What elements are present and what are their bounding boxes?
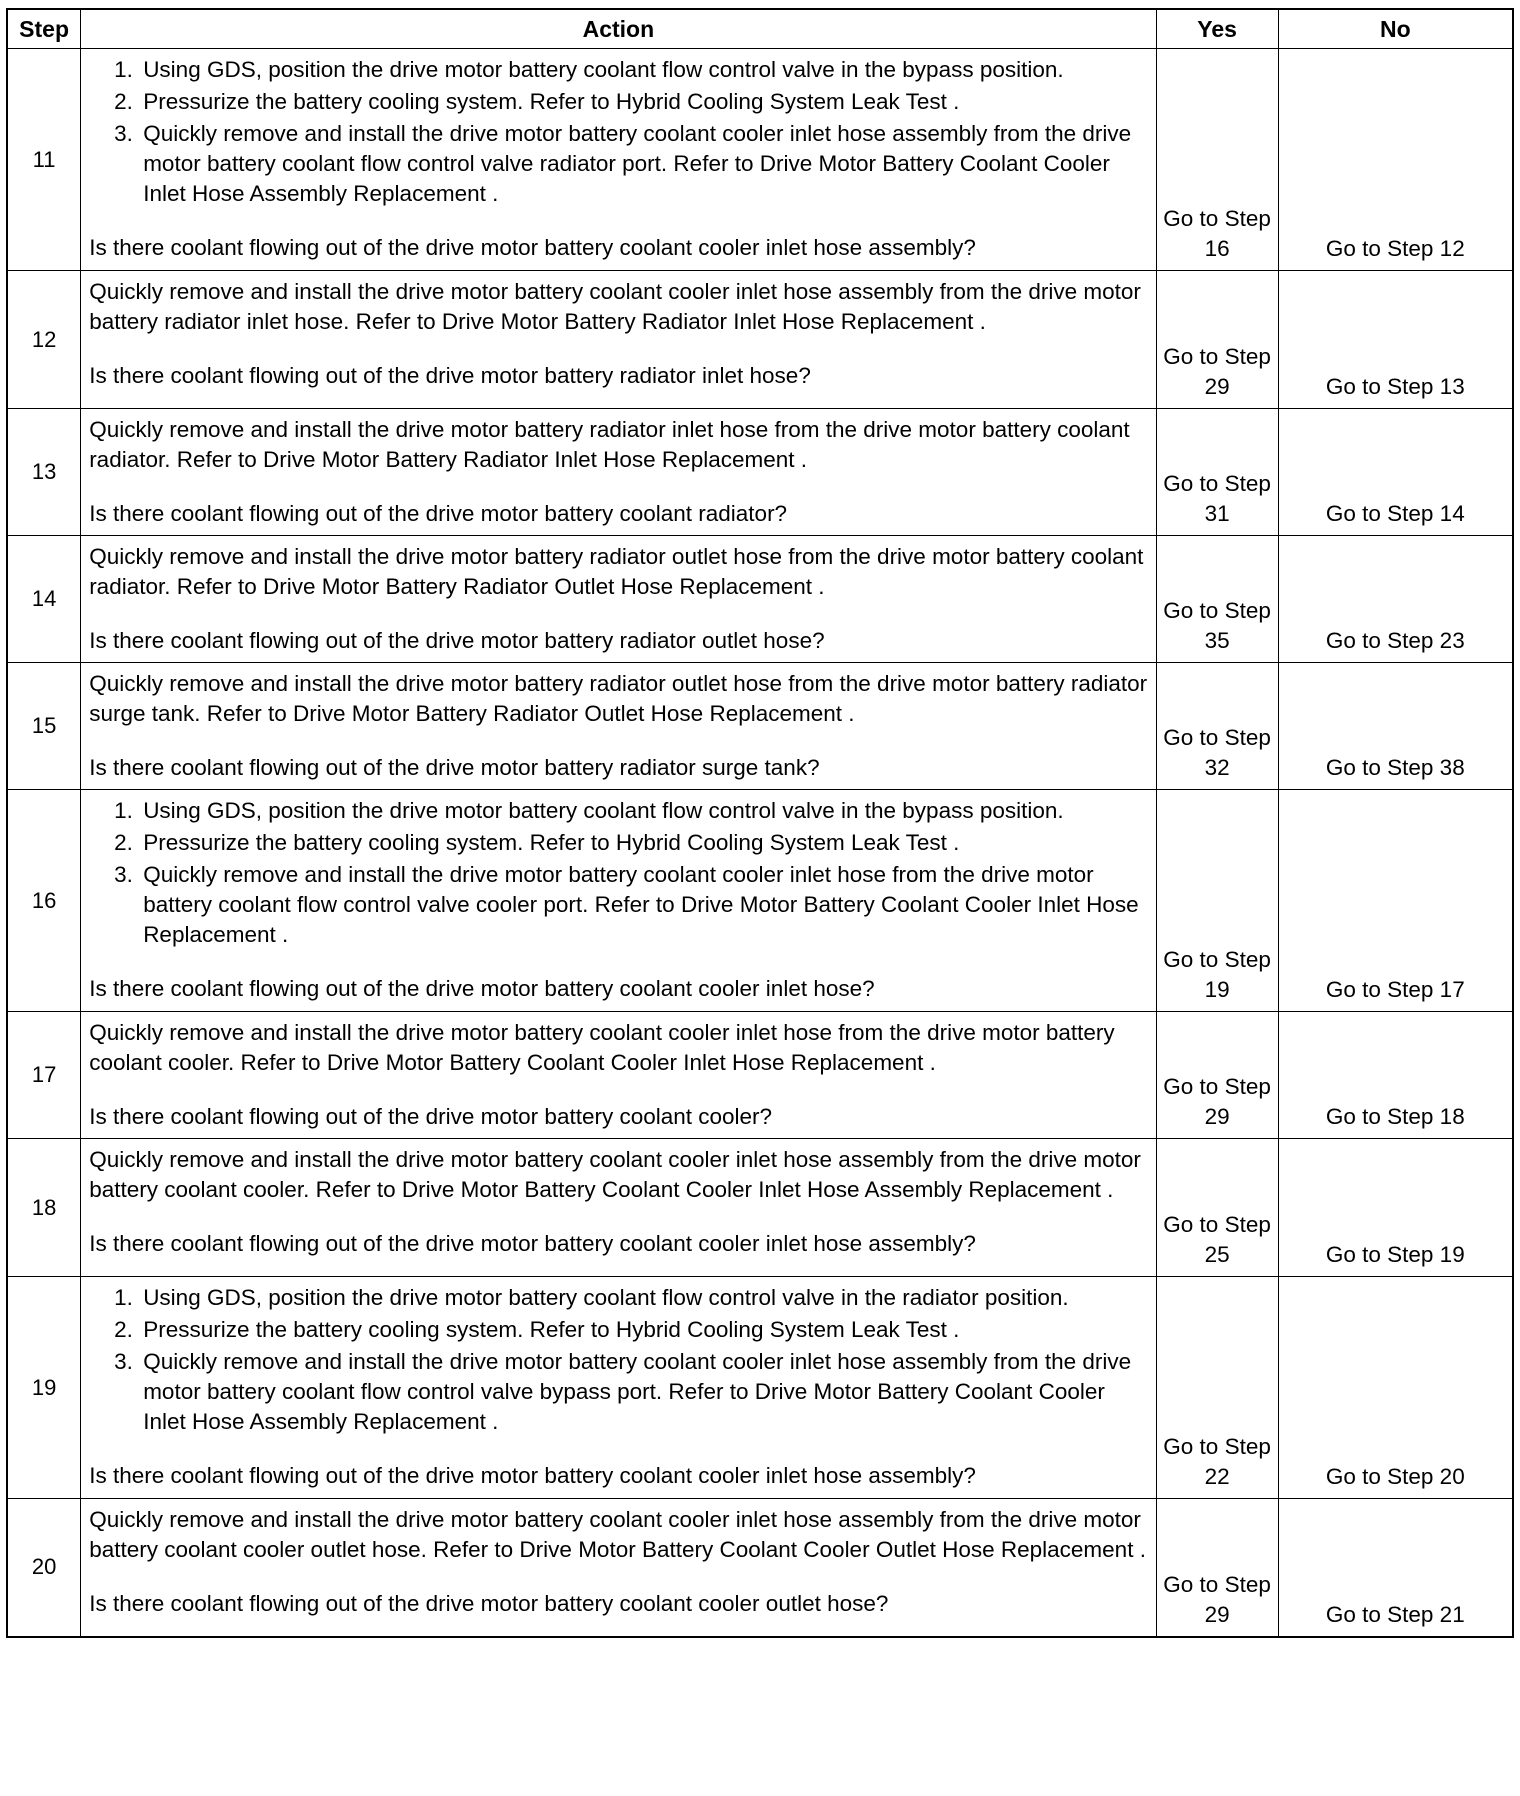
action-steps-list (89, 796, 1147, 950)
step-number: 15 (7, 663, 81, 790)
no-result: Go to Step 18 (1278, 1012, 1513, 1139)
step-number: 18 (7, 1139, 81, 1277)
action-question: Is there coolant flowing out of the drive motor battery coolant cooler? (89, 1104, 773, 1129)
step-number: 19 (7, 1277, 81, 1499)
action-question: Is there coolant flowing out of the drive motor battery coolant radiator? (89, 501, 788, 526)
no-result: Go to Step 23 (1278, 536, 1513, 663)
yes-result: Go to Step 32 (1156, 663, 1278, 790)
no-result: Go to Step 38 (1278, 663, 1513, 790)
action-question: Is there coolant flowing out of the drive motor battery coolant cooler inlet hose? (89, 976, 875, 1001)
action-instruction: Quickly remove and install the drive motor battery coolant cooler inlet hose assembly from the drive motor battery coolant cooler. Refer to Drive Motor Battery Coolant Cooler Inlet Hose Assembly Replacement . (89, 1147, 1141, 1202)
action-instruction: Quickly remove and install the drive motor battery radiator inlet hose from the drive motor battery coolant radiator. Refer to Drive Motor Battery Radiator Inlet Hose Replacement . (89, 417, 1130, 472)
action-question: Is there coolant flowing out of the drive motor battery coolant cooler inlet hose assembly? (89, 235, 976, 260)
action-cell (81, 1139, 1156, 1277)
action-step-item: 3. Quickly remove and install the drive motor battery coolant cooler inlet hose assembly from the drive motor battery coolant flow control valve radiator port. Refer to Drive Motor Battery Coolant Cooler Inlet Hose Assembly Replacement . (139, 119, 1147, 209)
table-row (7, 1277, 1513, 1499)
action-cell (81, 409, 1156, 536)
action-step-item: 2. Pressurize the battery cooling system. Refer to Hybrid Cooling System Leak Test . (139, 828, 1147, 858)
action-step-item: 1. Using GDS, position the drive motor battery coolant flow control valve in the bypass position. (139, 796, 1147, 826)
step-number: 12 (7, 271, 81, 409)
action-cell (81, 49, 1156, 271)
step-number: 11 (7, 49, 81, 271)
action-cell (81, 536, 1156, 663)
yes-result: Go to Step 25 (1156, 1139, 1278, 1277)
action-step-item: 1. Using GDS, position the drive motor battery coolant flow control valve in the radiator position. (139, 1283, 1147, 1313)
step-number: 13 (7, 409, 81, 536)
action-step-item: 2. Pressurize the battery cooling system. Refer to Hybrid Cooling System Leak Test . (139, 1315, 1147, 1345)
yes-result: Go to Step 22 (1156, 1277, 1278, 1499)
action-steps-list (89, 55, 1147, 209)
table-row (7, 1499, 1513, 1637)
action-step-item: 1. Using GDS, position the drive motor battery coolant flow control valve in the bypass position. (139, 55, 1147, 85)
step-number: 17 (7, 1012, 81, 1139)
header-row (7, 9, 1513, 49)
action-question: Is there coolant flowing out of the drive motor battery radiator outlet hose? (89, 628, 825, 653)
action-instruction: Quickly remove and install the drive motor battery radiator outlet hose from the drive motor battery radiator surge tank. Refer to Drive Motor Battery Radiator Outlet Hose Replacement . (89, 671, 1148, 726)
header-action: Action (81, 9, 1156, 49)
table-row (7, 663, 1513, 790)
action-question: Is there coolant flowing out of the drive motor battery coolant cooler inlet hose assembly? (89, 1231, 976, 1256)
action-cell (81, 1012, 1156, 1139)
no-result: Go to Step 17 (1278, 790, 1513, 1012)
no-result: Go to Step 19 (1278, 1139, 1513, 1277)
header-yes: Yes (1156, 9, 1278, 49)
table-row (7, 536, 1513, 663)
table-row (7, 409, 1513, 536)
no-result: Go to Step 13 (1278, 271, 1513, 409)
action-cell (81, 663, 1156, 790)
action-instruction: Quickly remove and install the drive motor battery radiator outlet hose from the drive motor battery coolant radiator. Refer to Drive Motor Battery Radiator Outlet Hose Replacement . (89, 544, 1144, 599)
yes-result: Go to Step 16 (1156, 49, 1278, 271)
action-question: Is there coolant flowing out of the drive motor battery radiator surge tank? (89, 755, 820, 780)
action-step-item: 3. Quickly remove and install the drive motor battery coolant cooler inlet hose from the drive motor battery coolant flow control valve cooler port. Refer to Drive Motor Battery Coolant Cooler Inlet Hose Replacement . (139, 860, 1147, 950)
action-cell (81, 1499, 1156, 1637)
yes-result: Go to Step 29 (1156, 1012, 1278, 1139)
action-cell (81, 271, 1156, 409)
header-no: No (1278, 9, 1513, 49)
step-number: 20 (7, 1499, 81, 1637)
action-step-item: 3. Quickly remove and install the drive motor battery coolant cooler inlet hose assembly from the drive motor battery coolant flow control valve bypass port. Refer to Drive Motor Battery Coolant Cooler Inlet Hose Assembly Replacement . (139, 1347, 1147, 1437)
yes-result: Go to Step 29 (1156, 1499, 1278, 1637)
action-step-item: 2. Pressurize the battery cooling system. Refer to Hybrid Cooling System Leak Test . (139, 87, 1147, 117)
yes-result: Go to Step 31 (1156, 409, 1278, 536)
action-question: Is there coolant flowing out of the drive motor battery coolant cooler outlet hose? (89, 1591, 889, 1616)
header-step: Step (7, 9, 81, 49)
yes-result: Go to Step 29 (1156, 271, 1278, 409)
table-row (7, 49, 1513, 271)
action-question: Is there coolant flowing out of the drive motor battery coolant cooler inlet hose assembly? (89, 1463, 976, 1488)
diagnostic-table (6, 8, 1514, 1638)
step-number: 16 (7, 790, 81, 1012)
no-result: Go to Step 21 (1278, 1499, 1513, 1637)
no-result: Go to Step 20 (1278, 1277, 1513, 1499)
table-row (7, 790, 1513, 1012)
action-question: Is there coolant flowing out of the drive motor battery radiator inlet hose? (89, 363, 811, 388)
action-cell (81, 790, 1156, 1012)
action-instruction: Quickly remove and install the drive motor battery coolant cooler inlet hose assembly from the drive motor battery radiator inlet hose. Refer to Drive Motor Battery Radiator Inlet Hose Replacement . (89, 279, 1141, 334)
yes-result: Go to Step 19 (1156, 790, 1278, 1012)
no-result: Go to Step 12 (1278, 49, 1513, 271)
table-row (7, 271, 1513, 409)
action-instruction: Quickly remove and install the drive motor battery coolant cooler inlet hose from the drive motor battery coolant cooler. Refer to Drive Motor Battery Coolant Cooler Inlet Hose Replacement . (89, 1020, 1115, 1075)
no-result: Go to Step 14 (1278, 409, 1513, 536)
action-instruction: Quickly remove and install the drive motor battery coolant cooler inlet hose assembly from the drive motor battery coolant cooler outlet hose. Refer to Drive Motor Battery Coolant Cooler Outlet Hose Replacement . (89, 1507, 1146, 1562)
table-row (7, 1012, 1513, 1139)
table-row (7, 1139, 1513, 1277)
step-number: 14 (7, 536, 81, 663)
yes-result: Go to Step 35 (1156, 536, 1278, 663)
action-steps-list (89, 1283, 1147, 1437)
action-cell (81, 1277, 1156, 1499)
